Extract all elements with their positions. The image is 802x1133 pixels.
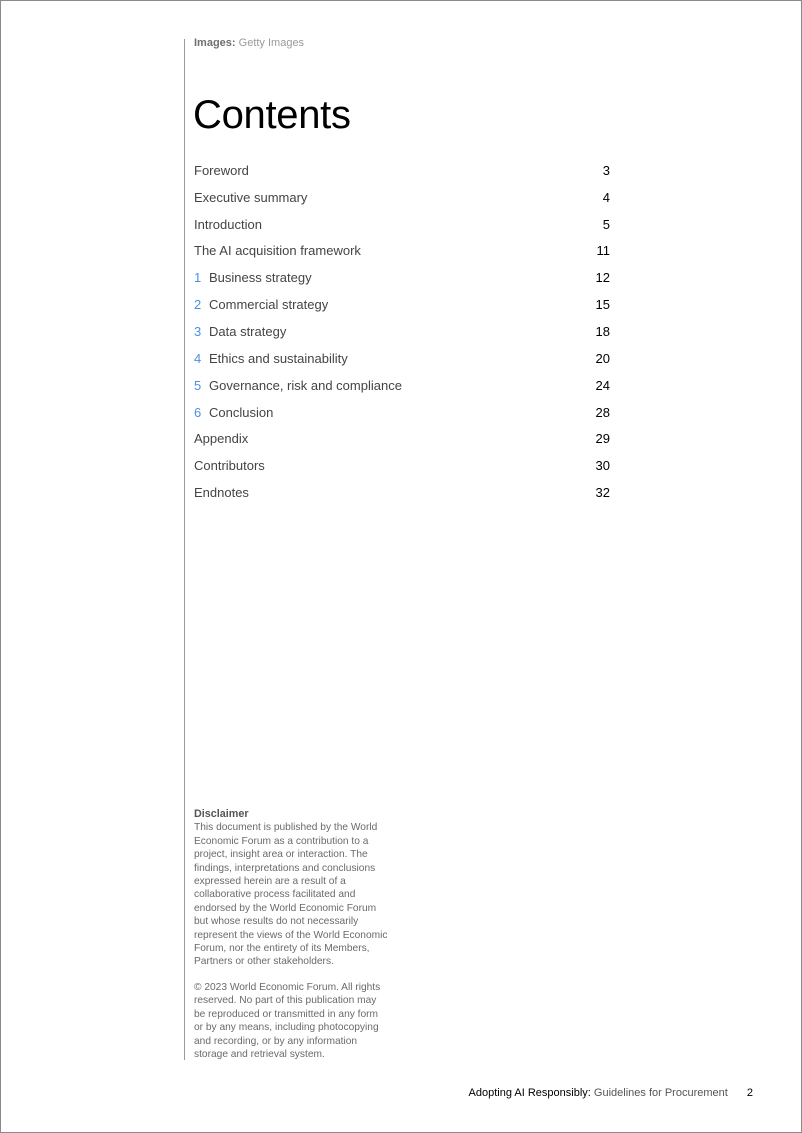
- toc-entry-label: Foreword: [194, 162, 249, 178]
- toc-page-number: 12: [595, 270, 610, 286]
- page-number: 2: [746, 1087, 753, 1099]
- toc-page-number: 32: [595, 485, 610, 501]
- toc-page-number: 28: [595, 404, 610, 420]
- copyright-notice: © 2023 World Economic Forum. All rights reserved. No part of this publication may be reproduced or transmitted in any form or by any means, including photocopying and recording, or by any information storage and retrieval system.: [194, 981, 381, 1060]
- image-credit: [194, 37, 304, 49]
- toc-entry-label: Data strategy: [209, 323, 287, 339]
- toc-entry[interactable]: [194, 479, 610, 506]
- toc-page-number: 20: [595, 350, 610, 366]
- toc-entry[interactable]: [194, 345, 610, 372]
- toc-entry[interactable]: [194, 238, 610, 265]
- toc-entry-label: Conclusion: [209, 404, 274, 420]
- toc-entry-label: Endnotes: [194, 485, 249, 501]
- vertical-rule: [184, 39, 185, 1060]
- toc-entry[interactable]: [194, 264, 610, 291]
- toc-section-number: 6: [194, 404, 202, 420]
- image-credit-label: Images:: [194, 37, 236, 49]
- toc-entry[interactable]: [194, 425, 610, 452]
- toc-entry-label: Executive summary: [194, 189, 308, 205]
- toc-entry-label: Appendix: [194, 431, 249, 447]
- toc-entry[interactable]: [194, 184, 610, 211]
- page-title: Contents: [193, 93, 351, 137]
- toc-entry-label: Business strategy: [209, 270, 312, 286]
- toc-section-number: 1: [194, 270, 202, 286]
- toc-page-number: 5: [602, 216, 610, 232]
- toc-entry[interactable]: [194, 211, 610, 238]
- toc-entry[interactable]: [194, 318, 610, 345]
- toc-entry[interactable]: [194, 157, 610, 184]
- toc-page-number: 4: [602, 189, 610, 205]
- toc-entry-label: Contributors: [194, 458, 265, 474]
- toc-entry[interactable]: [194, 452, 610, 479]
- toc-section-number: 4: [194, 350, 202, 366]
- footer-title-rest: Guidelines for Procurement: [593, 1087, 728, 1099]
- toc-entry[interactable]: [194, 399, 610, 426]
- toc-page-number: 18: [595, 323, 610, 339]
- toc-page-number: 30: [595, 458, 610, 474]
- toc-entry-label: Ethics and sustainability: [209, 350, 348, 366]
- toc-section-number: 3: [194, 323, 202, 339]
- toc-page-number: 3: [602, 162, 610, 178]
- toc-entry[interactable]: [194, 372, 610, 399]
- toc-entry-label: Introduction: [194, 216, 262, 232]
- disclaimer: [194, 808, 389, 1061]
- disclaimer-title: Disclaimer: [194, 808, 249, 820]
- toc-page-number: 24: [595, 377, 610, 393]
- toc-section-number: 2: [194, 297, 202, 313]
- toc-entry[interactable]: [194, 291, 610, 318]
- image-credit-text: Getty Images: [238, 37, 305, 49]
- toc-entry-label: Commercial strategy: [209, 297, 329, 313]
- toc-page-number: 29: [595, 431, 610, 447]
- table-of-contents: [194, 157, 610, 506]
- footer-title-strong: Adopting AI Responsibly:: [468, 1087, 591, 1099]
- page-footer: [469, 1087, 753, 1099]
- toc-entry-label: Governance, risk and compliance: [209, 377, 402, 393]
- toc-page-number: 11: [596, 243, 610, 259]
- toc-section-number: 5: [194, 377, 202, 393]
- toc-entry-label: The AI acquisition framework: [194, 243, 361, 259]
- disclaimer-body: This document is published by the World Economic Forum as a contribution to a project, insight area or interaction. The findings, interpretations and conclusions expressed herein are a result of a collaborative process facilitated and endorsed by the World Economic Forum but whose results do not necessarily represent the views of the World Economic Forum, nor the entirety of its Members, Partners or other stakeholders.: [194, 822, 388, 968]
- toc-page-number: 15: [595, 297, 610, 313]
